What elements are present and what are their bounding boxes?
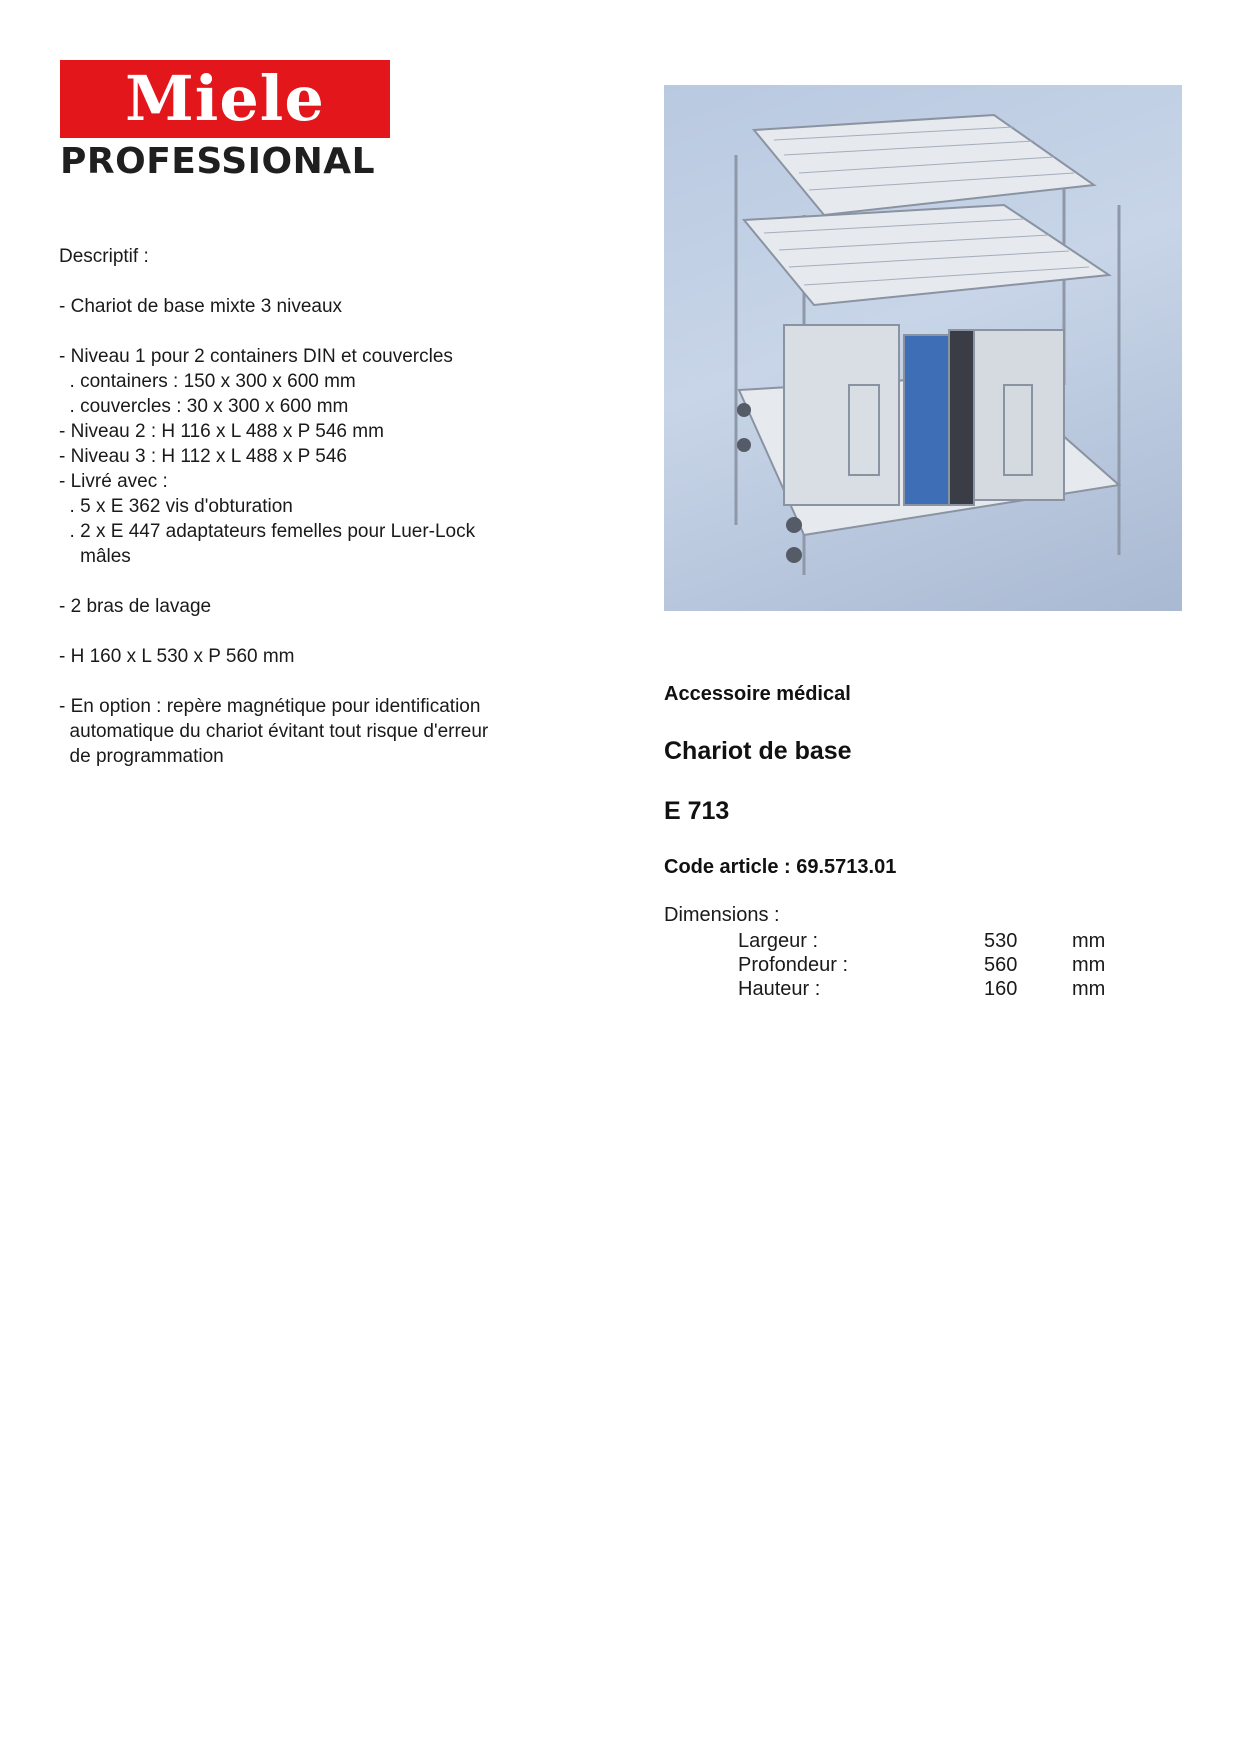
brand-logo [60, 60, 390, 180]
product-category: Accessoire médical [664, 683, 851, 705]
dimension-value: 160 [984, 978, 1018, 1000]
description-line: . containers : 150 x 300 x 600 mm [59, 371, 356, 392]
dimension-unit: mm [1072, 978, 1106, 1000]
description-block [59, 244, 579, 769]
trolley-illustration [664, 85, 1182, 611]
description-line: . 2 x E 447 adaptateurs femelles pour Luer-Lock [59, 521, 476, 542]
description-line: - En option : repère magnétique pour identification [59, 696, 481, 717]
description-line [59, 669, 579, 694]
dimension-label: Hauteur : [738, 978, 821, 1000]
description-line: . 5 x E 362 vis d'obturation [59, 496, 293, 517]
product-model: E 713 [664, 797, 730, 825]
description-line: - 2 bras de lavage [59, 596, 212, 617]
product-name: Chariot de base [664, 737, 852, 765]
description-line: automatique du chariot évitant tout risque d'erreur [59, 721, 489, 742]
description-line: - H 160 x L 530 x P 560 mm [59, 646, 295, 667]
description-line: - Niveau 1 pour 2 containers DIN et couvercles [59, 346, 453, 367]
dimensions-title: Dimensions : [664, 904, 780, 926]
dimension-label: Profondeur : [738, 954, 849, 976]
description-line: mâles [59, 546, 131, 567]
product-photo [664, 85, 1182, 611]
brand-logo-red-block [60, 60, 390, 138]
description-line: - Niveau 2 : H 116 x L 488 x P 546 mm [59, 421, 384, 442]
description-line [59, 569, 579, 594]
dimension-row [664, 978, 1184, 1002]
description-line [59, 619, 579, 644]
dimension-row [664, 954, 1184, 978]
description-line: - Niveau 3 : H 112 x L 488 x P 546 [59, 446, 347, 467]
dimension-unit: mm [1072, 930, 1106, 952]
description-line: Descriptif : [59, 246, 149, 267]
product-code: Code article : 69.5713.01 [664, 856, 897, 878]
description-line: de programmation [59, 746, 224, 767]
brand-subtitle: PROFESSIONAL [60, 141, 376, 182]
dimension-unit: mm [1072, 954, 1106, 976]
brand-name: Miele [125, 62, 325, 135]
dimension-value: 560 [984, 954, 1018, 976]
description-line [59, 269, 579, 294]
dimension-row [664, 930, 1184, 954]
description-line: - Chariot de base mixte 3 niveaux [59, 296, 343, 317]
dimension-label: Largeur : [738, 930, 819, 952]
description-line: . couvercles : 30 x 300 x 600 mm [59, 396, 349, 417]
description-line: - Livré avec : [59, 471, 168, 492]
dimension-value: 530 [984, 930, 1018, 952]
description-line [59, 319, 579, 344]
